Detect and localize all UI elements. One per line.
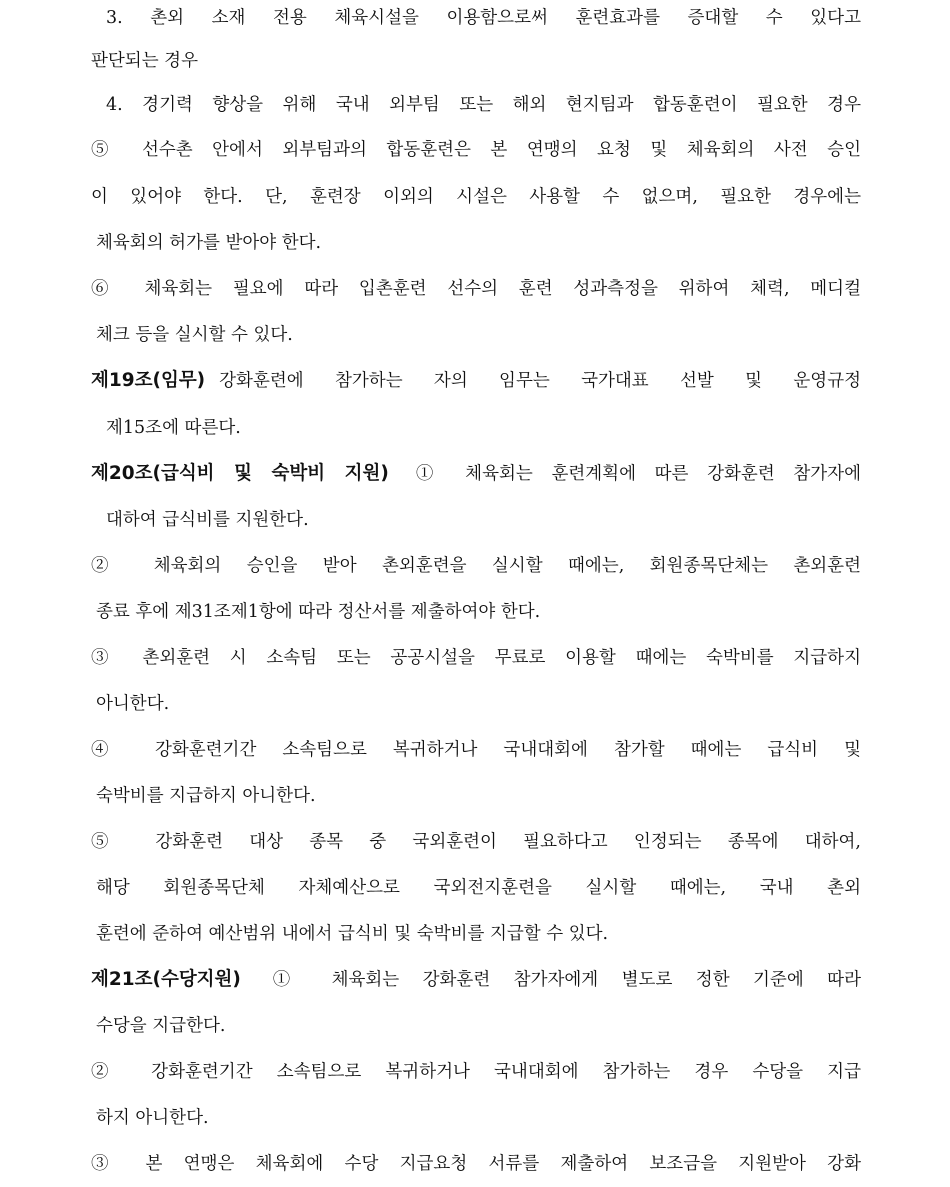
clause-5-line-3: 체육회의 허가를 받아야 한다. — [96, 233, 322, 253]
article-20-clause-3-line-1: ③ 촌외훈련 시 소속팀 또는 공공시설을 무료로 이용할 때에는 숙박비를 지급하지 — [91, 648, 861, 668]
clause-6-line-2: 체크 등을 실시할 수 있다. — [96, 325, 293, 345]
list-item-3-line-2: 판단되는 경우 — [91, 51, 198, 71]
article-20-clause-2-line-2: 종료 후에 제31조제1항에 따라 정산서를 제출하여야 한다. — [96, 602, 541, 622]
article-20-heading: 제20조(급식비 및 숙박비 지원) — [91, 463, 389, 484]
article-21-line-2: 수당을 지급한다. — [96, 1016, 226, 1036]
article-20-clause-5-line-2: 해당 회원종목단체 자체예산으로 국외전지훈련을 실시할 때에는, 국내 촌외 — [96, 878, 861, 898]
list-item-3-line-1: 3. 촌외 소재 전용 체육시설을 이용함으로써 훈련효과를 증대할 수 있다고 — [106, 8, 861, 28]
article-21-clause-3-line-1: ③ 본 연맹은 체육회에 수당 지급요청 서류를 제출하여 보조금을 지원받아 강화 — [91, 1154, 861, 1174]
clause-6-line-1: ⑥ 체육회는 필요에 따라 입촌훈련 선수의 훈련 성과측정을 위하여 체력, 메디컬 — [91, 279, 861, 299]
article-20-clause-5-line-1: ⑤ 강화훈련 대상 종목 중 국외훈련이 필요하다고 인정되는 종목에 대하여, — [91, 832, 861, 852]
article-20-line-2: 대하여 급식비를 지원한다. — [106, 510, 309, 530]
article-21-line-1: 제21조(수당지원) ① 체육회는 강화훈련 참가자에게 별도로 정한 기준에 따라 — [91, 969, 861, 990]
article-19-heading: 제19조(임무) — [91, 370, 206, 391]
article-19-line-2: 제15조에 따른다. — [106, 418, 241, 438]
article-21-heading: 제21조(수당지원) — [91, 969, 241, 990]
clause-5-line-1: ⑤ 선수촌 안에서 외부팀과의 합동훈련은 본 연맹의 요청 및 체육회의 사전 승인 — [91, 140, 861, 160]
article-19-line-1: 제19조(임무) 강화훈련에 참가하는 자의 임무는 국가대표 선발 및 운영규정 — [91, 370, 861, 391]
clause-5-line-2: 이 있어야 한다. 단, 훈련장 이외의 시설은 사용할 수 없으며, 필요한 경우에는 — [91, 187, 861, 207]
article-20-clause-3-line-2: 아니한다. — [96, 694, 170, 714]
list-item-4: 4. 경기력 향상을 위해 국내 외부팀 또는 해외 현지팀과 합동훈련이 필요한 경우 — [106, 95, 861, 115]
article-21-clause-2-line-2: 하지 아니한다. — [96, 1108, 209, 1128]
article-20-clause-2-line-1: ② 체육회의 승인을 받아 촌외훈련을 실시할 때에는, 회원종목단체는 촌외훈련 — [91, 556, 861, 576]
article-20-clause-4-line-1: ④ 강화훈련기간 소속팀으로 복귀하거나 국내대회에 참가할 때에는 급식비 및 — [91, 740, 861, 760]
article-20-clause-5-line-3: 훈련에 준하여 예산범위 내에서 급식비 및 숙박비를 지급할 수 있다. — [96, 924, 609, 944]
article-20-clause-4-line-2: 숙박비를 지급하지 아니한다. — [96, 786, 316, 806]
article-21-clause-2-line-1: ② 강화훈련기간 소속팀으로 복귀하거나 국내대회에 참가하는 경우 수당을 지급 — [91, 1062, 861, 1082]
article-20-line-1: 제20조(급식비 및 숙박비 지원) ① 체육회는 훈련계획에 따른 강화훈련 참가자에 — [91, 463, 861, 484]
